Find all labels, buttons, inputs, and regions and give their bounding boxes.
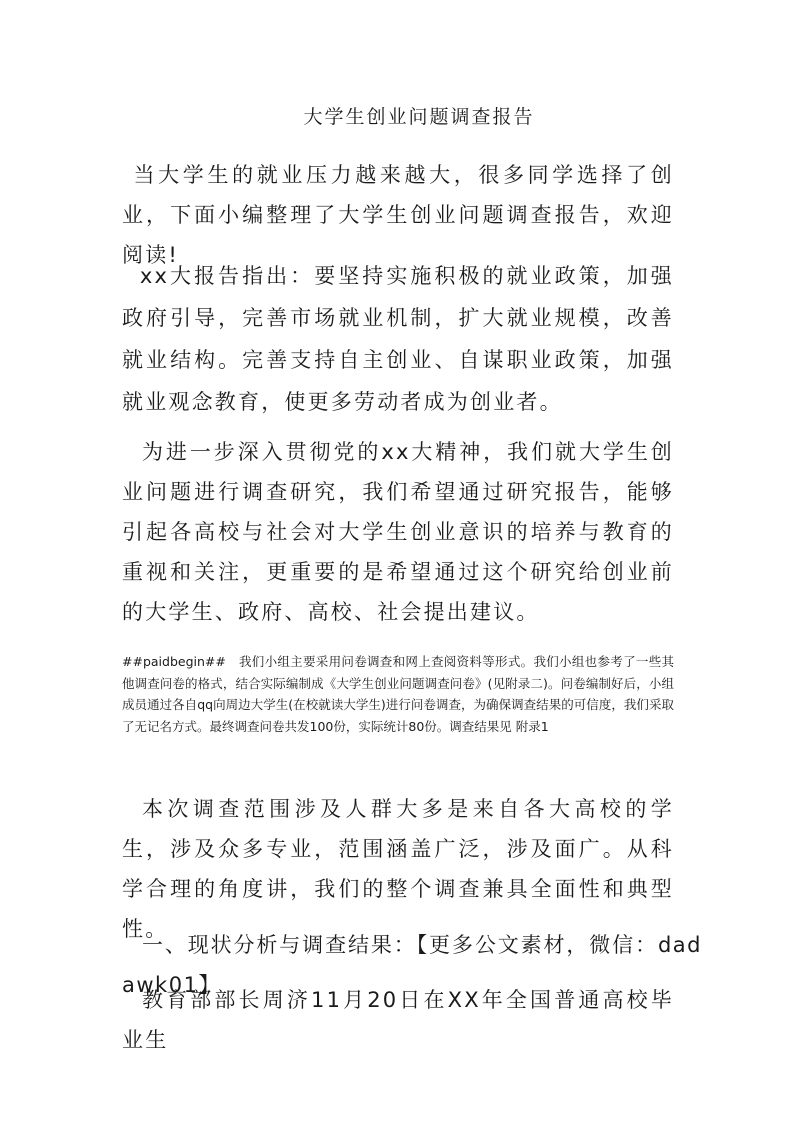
section-heading: 一、现状分析与调查结果：【更多公文素材，微信：dad awk01】 — [122, 933, 702, 997]
scope-paragraph: 本次调查范围涉及人群大多是来自各大高校的学生，涉及众多专业，范围涵盖广泛，涉及面广。从科学合理的角度讲，我们的整个调查兼具全面性和典型性。 — [122, 797, 674, 941]
minister-paragraph: 教育部部长周济11月20日在XX年全国普通高校毕业生 — [122, 988, 674, 1052]
method-paragraph: ##paidbegin## 我们小组主要采用问卷调查和网上查阅资料等形式。我们小组也参考了一些其他调查问卷的格式，结合实际编制成《大学生创业问题调查问卷》(见附录二)。问卷编制好后，小组成员通过各自qq向周边大学生(在校就读大学生)进行问卷调查，为确保调查结果的可信度，我们采取了无记名方式。最终调查问卷共发100份，实际统计80份。调查结果见 附录1 — [122, 654, 674, 734]
document-title: 大学生创业问题调查报告 — [303, 106, 535, 128]
research-purpose-paragraph: 为进一步深入贯彻党的xx大精神，我们就大学生创业问题进行调查研究，我们希望通过研究报告，能够引起各高校与社会对大学生创业意识的培养与教育的重视和关注，更重要的是希望通过这个研究给创业前的大学生、政府、高校、社会提出建议。 — [122, 440, 674, 624]
intro-paragraph: 当大学生的就业压力越来越大，很多同学选择了创业，下面小编整理了大学生创业问题调查报告，欢迎阅读! — [122, 163, 674, 267]
xx-report-paragraph: xx大报告指出：要坚持实施积极的就业政策，加强政府引导，完善市场就业机制，扩大就业规模，改善就业结构。完善支持自主创业、自谋职业政策，加强就业观念教育，使更多劳动者成为创业者。 — [122, 264, 674, 414]
